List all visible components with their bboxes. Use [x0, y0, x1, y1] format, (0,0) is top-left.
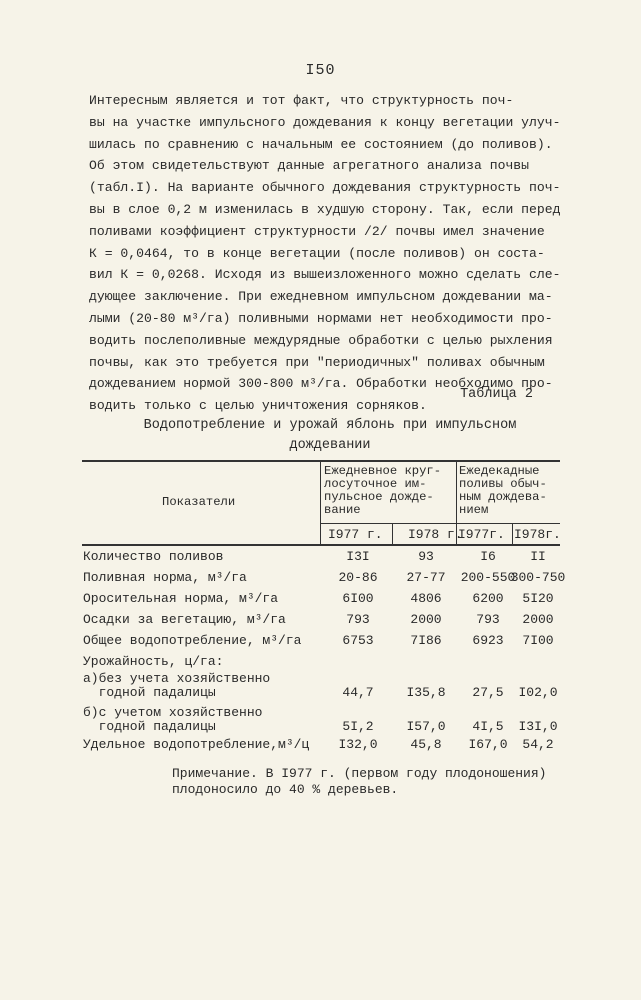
header-line: нием	[459, 503, 489, 517]
paragraph-line: Об этом свидетельствуют данные агрегатного анализа почвы	[89, 158, 530, 174]
body-paragraph	[89, 90, 589, 417]
table-cell: I67,0	[468, 737, 508, 752]
table-label: Таблица 2	[460, 387, 533, 402]
header-year: I977 г.	[328, 527, 383, 542]
header-line: пульсное дожде-	[324, 490, 434, 504]
data-table	[82, 460, 566, 760]
header-indicators: Показатели	[162, 495, 236, 509]
paragraph-line: вы в слое 0,2 м изменилась в худшую сторону. Так, если перед	[89, 201, 561, 217]
header-line: ным дождева-	[459, 490, 547, 504]
table-cell: 54,2	[522, 737, 554, 752]
header-year: I977г.	[458, 527, 505, 542]
table-cell: 44,7	[342, 685, 374, 700]
paragraph-line: дождеванием нормой 300-800 м³/га. Обработки необходимо про-	[89, 376, 553, 392]
header-line: вание	[324, 503, 361, 517]
table-cell: I3I	[346, 549, 370, 564]
table-title-line: дождевании	[289, 438, 371, 453]
table-cell: 7I86	[410, 633, 442, 648]
table-cell: 5I20	[522, 591, 554, 606]
table-title	[120, 416, 540, 456]
table-cell: 4I,5	[472, 719, 504, 734]
paragraph-line: Интересным является и тот факт, что структурность поч-	[89, 93, 514, 108]
note-line: плодоносило до 40 % деревьев.	[172, 782, 399, 797]
row-label: б)с учетом хозяйственно годной падалицы	[83, 705, 263, 734]
paragraph-line: вы на участке импульсного дождевания к концу вегетации улуч-	[89, 114, 561, 130]
paragraph-line: почвы, как это требуется при "периодичных" поливах обычным	[89, 354, 545, 370]
row-label: Урожайность, ц/га:	[83, 654, 224, 669]
header-line: Ежедекадные	[459, 464, 540, 478]
table-cell: I3I,0	[518, 719, 558, 734]
paragraph-line: шилась по сравнению с начальным ее состоянием (до поливов).	[89, 136, 553, 152]
paragraph-line: лыми (20-80 м³/га) поливными нормами нет необходимости про-	[89, 310, 553, 326]
paragraph-line: водить послеполивные междурядные обработки с целью рыхления	[89, 332, 553, 348]
table-cell: 6I00	[342, 591, 374, 606]
table-cell: I6	[480, 549, 496, 564]
table-cell: 20-86	[338, 570, 378, 585]
header-group-daily-impulse	[324, 465, 454, 517]
row-label: а)без учета хозяйственно годной падалицы	[83, 671, 271, 700]
row-label: Оросительная норма, м³/га	[83, 591, 279, 606]
table-cell: I32,0	[338, 737, 378, 752]
table-cell: 7I00	[522, 633, 554, 648]
table-cell: 200-550	[460, 570, 516, 585]
paragraph-line: К = 0,0464, то в конце вегетации (после поливов) он соста-	[89, 245, 545, 261]
table-cell: 2000	[522, 612, 554, 627]
row-label: Общее водопотребление, м³/га	[83, 633, 302, 648]
table-title-line: Водопотребление и урожай яблонь при импульсном	[143, 418, 517, 433]
header-group-decade-sprinkling	[459, 465, 559, 517]
note-line: Примечание. В I977 г. (первом году плодоношения)	[172, 766, 547, 781]
table-cell: 5I,2	[342, 719, 374, 734]
table-cell: 793	[476, 612, 500, 627]
table-cell: 793	[346, 612, 370, 627]
table-cell: 93	[418, 549, 434, 564]
header-year: I978г.	[514, 527, 561, 542]
table-cell: 27-77	[406, 570, 446, 585]
table-note	[172, 766, 572, 798]
table-cell: I02,0	[518, 685, 558, 700]
table-cell: I57,0	[406, 719, 446, 734]
table-cell: II	[530, 549, 546, 564]
page-number: I50	[305, 62, 336, 79]
table-cell: I35,8	[406, 685, 446, 700]
paragraph-line: дующее заключение. При ежедневном импульсном дождевании ма-	[89, 289, 553, 305]
header-line: поливы обыч-	[459, 477, 547, 491]
table-cell: 27,5	[472, 685, 504, 700]
table-cell: 6923	[472, 633, 504, 648]
header-line: Ежедневное круг-	[324, 464, 442, 478]
table-cell: 300-750	[510, 570, 566, 585]
row-label: Удельное водопотребление,м³/ц	[83, 737, 310, 752]
paragraph-line: (табл.I). На варианте обычного дождевания структурность поч-	[89, 180, 561, 196]
paragraph-line: поливами коэффициент структурности /2/ почвы имел значение	[89, 223, 545, 239]
row-label: Поливная норма, м³/га	[83, 570, 247, 585]
table-cell: 45,8	[410, 737, 442, 752]
row-label: Количество поливов	[83, 549, 224, 564]
header-year: I978 г.	[408, 527, 463, 542]
table-cell: 4806	[410, 591, 442, 606]
paragraph-line: водить только с целью уничтожения сорняков.	[89, 398, 427, 414]
table-cell: 6200	[472, 591, 504, 606]
table-cell: 6753	[342, 633, 374, 648]
row-label: Осадки за вегетацию, м³/га	[83, 612, 286, 627]
header-line: лосуточное им-	[324, 477, 427, 491]
paragraph-line: вил К = 0,0268. Исходя из вышеизложенного можно сделать сле-	[89, 267, 561, 283]
table-cell: 2000	[410, 612, 442, 627]
